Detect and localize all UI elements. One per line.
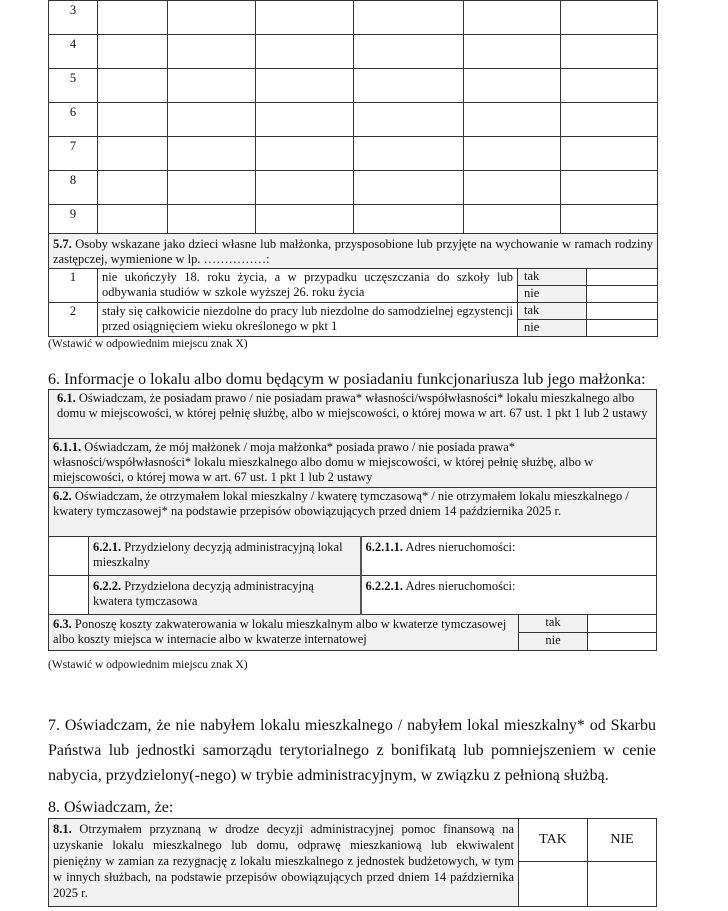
row-number: 8 <box>49 171 98 205</box>
table-cell[interactable] <box>98 171 168 205</box>
row-number: 5 <box>49 69 98 103</box>
section-6-2-2-text: Przydzielona decyzją administracyjną kwatera tymczasowa <box>93 579 314 608</box>
yes-header: TAK <box>519 819 588 862</box>
row-number: 1 <box>49 269 98 303</box>
table-cell[interactable] <box>256 69 354 103</box>
table-row <box>49 35 658 69</box>
table-cell[interactable] <box>561 35 658 69</box>
table-cell[interactable] <box>464 69 561 103</box>
section-6-3-no-checkbox[interactable] <box>588 633 657 651</box>
section-6-2-2-1-number: 6.2.2.1. <box>365 579 403 593</box>
row-number: 4 <box>49 35 98 69</box>
section-6-3-number: 6.3. <box>53 617 72 631</box>
table-cell[interactable] <box>98 1 168 35</box>
table-cell[interactable] <box>561 103 658 137</box>
table-cell[interactable] <box>168 35 256 69</box>
section-6-2-1 <box>89 537 361 576</box>
table-cell[interactable] <box>354 137 464 171</box>
table-row <box>49 137 658 171</box>
table-row <box>49 171 658 205</box>
section-6-3-yes-checkbox[interactable] <box>588 615 657 633</box>
table-cell[interactable] <box>98 137 168 171</box>
section-8-1-no-checkbox[interactable] <box>588 862 657 907</box>
row-number: 7 <box>49 137 98 171</box>
section-8-1-text: Otrzymałem przyznaną w drodze decyzji administracyjnej pomoc finansową na uzyskanie lokalu mieszkalnego lub domu, odprawę mieszkaniową lub ekwiwalent pieniężny w zamian za rezygnację z lokalu mieszkalnego z jednostek budżetowych, w tym w innych służbach, na podstawie przepisów obowiązujących przed dniem 14 października 2025 r. <box>53 822 515 900</box>
section-6-2 <box>49 488 657 537</box>
table-row <box>49 69 658 103</box>
row1-yes-checkbox[interactable] <box>587 269 658 286</box>
option-yes-label: tak <box>518 303 587 320</box>
table-cell[interactable] <box>168 1 256 35</box>
row1-no-checkbox[interactable] <box>587 286 658 303</box>
table-cell[interactable] <box>464 137 561 171</box>
table-cell[interactable] <box>561 1 658 35</box>
section-6-2-1-1-number: 6.2.1.1. <box>365 540 403 554</box>
section-6-3 <box>49 615 519 651</box>
table-cell[interactable] <box>256 1 354 35</box>
table-cell[interactable] <box>464 171 561 205</box>
instruction-note: (Wstawić w odpowiednim miejscu znak X) <box>48 659 248 671</box>
table-row <box>49 1 658 35</box>
section-6-2-2-number: 6.2.2. <box>93 579 122 593</box>
table-cell[interactable] <box>98 69 168 103</box>
section-5-7-header <box>49 234 658 269</box>
row2-yes-checkbox[interactable] <box>587 303 658 320</box>
section-6-2-2 <box>89 576 361 615</box>
section-8-1-yes-checkbox[interactable] <box>519 862 588 907</box>
section-5-7-table <box>48 233 658 337</box>
section-8-title: 8. Oświadczam, że: <box>48 799 174 816</box>
section-6-2-text: Oświadczam, że otrzymałem lokal mieszkalny / kwaterę tymczasową* / nie otrzymałem lokalu mieszkalnego / kwatery tymczasowej* na podstawie przepisów obowiązujących przed dniem 14 października 2025 r. <box>53 489 629 518</box>
option-yes-label: tak <box>518 269 587 286</box>
table-cell[interactable] <box>464 103 561 137</box>
option-no-label: nie <box>518 286 587 303</box>
table-cell[interactable] <box>98 35 168 69</box>
table-cell[interactable] <box>168 69 256 103</box>
section-6-1-text: Oświadczam, że posiadam prawo / nie posiadam prawa* własności/współwłasności* lokalu mieszkalnego albo domu w miejscowości, w której pełnię służbę, albo w miejscowości, o której mowa w art. 67 ust. 1 pkt 1 lub 2 ustawy <box>57 391 648 420</box>
row2-no-checkbox[interactable] <box>587 320 658 337</box>
section-6-2-1-number: 6.2.1. <box>93 540 122 554</box>
section-6-1-1-number: 6.1.1. <box>53 440 82 454</box>
address-field-6-2-2-1[interactable] <box>361 576 657 615</box>
table-cell[interactable] <box>98 103 168 137</box>
household-members-table <box>48 0 658 239</box>
table-cell[interactable] <box>168 137 256 171</box>
no-header: NIE <box>588 819 657 862</box>
section-6-2-2-1-label: Adres nieruchomości: <box>405 579 516 593</box>
table-cell[interactable] <box>354 1 464 35</box>
table-cell[interactable] <box>168 171 256 205</box>
table-cell[interactable] <box>354 35 464 69</box>
section-5-7-number: 5.7. <box>53 237 72 251</box>
row-number: 2 <box>49 303 98 337</box>
section-6-2-number: 6.2. <box>53 489 72 503</box>
table-cell[interactable] <box>561 171 658 205</box>
table-cell[interactable] <box>256 171 354 205</box>
address-field-6-2-1-1[interactable] <box>361 537 657 576</box>
section-6-1-number: 6.1. <box>57 391 76 405</box>
row-number: 9 <box>49 205 98 239</box>
table-cell[interactable] <box>256 103 354 137</box>
option-no-label: nie <box>518 320 587 337</box>
section-8-table <box>48 818 657 907</box>
section-5-7-text: Osoby wskazane jako dzieci własne lub małżonka, przysposobione lub przyjęte na wychowanie w ramach rodziny zastępczej, wymienione w lp. ……………: <box>53 237 653 266</box>
section-6-1-1 <box>49 439 657 488</box>
table-cell[interactable] <box>256 137 354 171</box>
row-text: nie ukończyły 18. roku życia, a w przypadku uczęszczania do szkoły lub odbywania studiów w szkole wyższej 26. roku życia <box>98 269 518 303</box>
table-row <box>49 103 658 137</box>
table-cell[interactable] <box>168 103 256 137</box>
row-number: 3 <box>49 1 98 35</box>
table-cell[interactable] <box>354 69 464 103</box>
table-cell[interactable] <box>561 137 658 171</box>
section-6-table <box>48 389 657 651</box>
section-8-1 <box>49 819 519 907</box>
section-6-3-text: Ponoszę koszty zakwaterowania w lokalu mieszkalnym albo w kwaterze tymczasowej albo koszty miejsca w internacie albo w kwaterze internatowej <box>53 617 507 646</box>
row-number: 6 <box>49 103 98 137</box>
section-6-2-1-1-label: Adres nieruchomości: <box>405 540 516 554</box>
row-text: stały się całkowicie niezdolne do pracy lub niezdolne do samodzielnej egzystencji przed osiągnięciem wieku określonego w pkt 1 <box>98 303 518 337</box>
section-7-statement: 7. Oświadczam, że nie nabyłem lokalu mieszkalnego / nabyłem lokal mieszkalny* od Skarbu Państwa lub jednostki samorządu terytorialnego z bonifikatą lub pomniejszeniem w cenie nabycia, przydzielony(-nego) w trybie administracyjnym, w związku z pełnioną służbą. <box>48 717 656 784</box>
section-6-title: 6. Informacje o lokalu albo domu będącym w posiadaniu funkcjonariusza lub jego małżonka: <box>48 371 646 388</box>
indent-cell <box>49 576 89 615</box>
table-cell[interactable] <box>256 35 354 69</box>
section-6-1-1-text: Oświadczam, że mój małżonek / moja małżonka* posiada prawo / nie posiada prawa* własności/współwłasności* lokalu mieszkalnego albo domu w miejscowości, w której pełnię służbę, albo w miejscowości, o której mowa w art. 67 ust. 1 pkt 1 lub 2 ustawy <box>53 440 594 484</box>
option-no-label: nie <box>519 633 588 651</box>
section-8-1-number: 8.1. <box>53 822 72 836</box>
table-cell[interactable] <box>561 69 658 103</box>
instruction-note: (Wstawić w odpowiednim miejscu znak X) <box>48 338 248 350</box>
table-cell[interactable] <box>464 35 561 69</box>
table-cell[interactable] <box>464 1 561 35</box>
section-6-2-1-text: Przydzielony decyzją administracyjną lokal mieszkalny <box>93 540 343 569</box>
table-cell[interactable] <box>354 103 464 137</box>
table-cell[interactable] <box>354 171 464 205</box>
indent-cell <box>49 537 89 576</box>
section-6-1 <box>49 390 657 439</box>
option-yes-label: tak <box>519 615 588 633</box>
